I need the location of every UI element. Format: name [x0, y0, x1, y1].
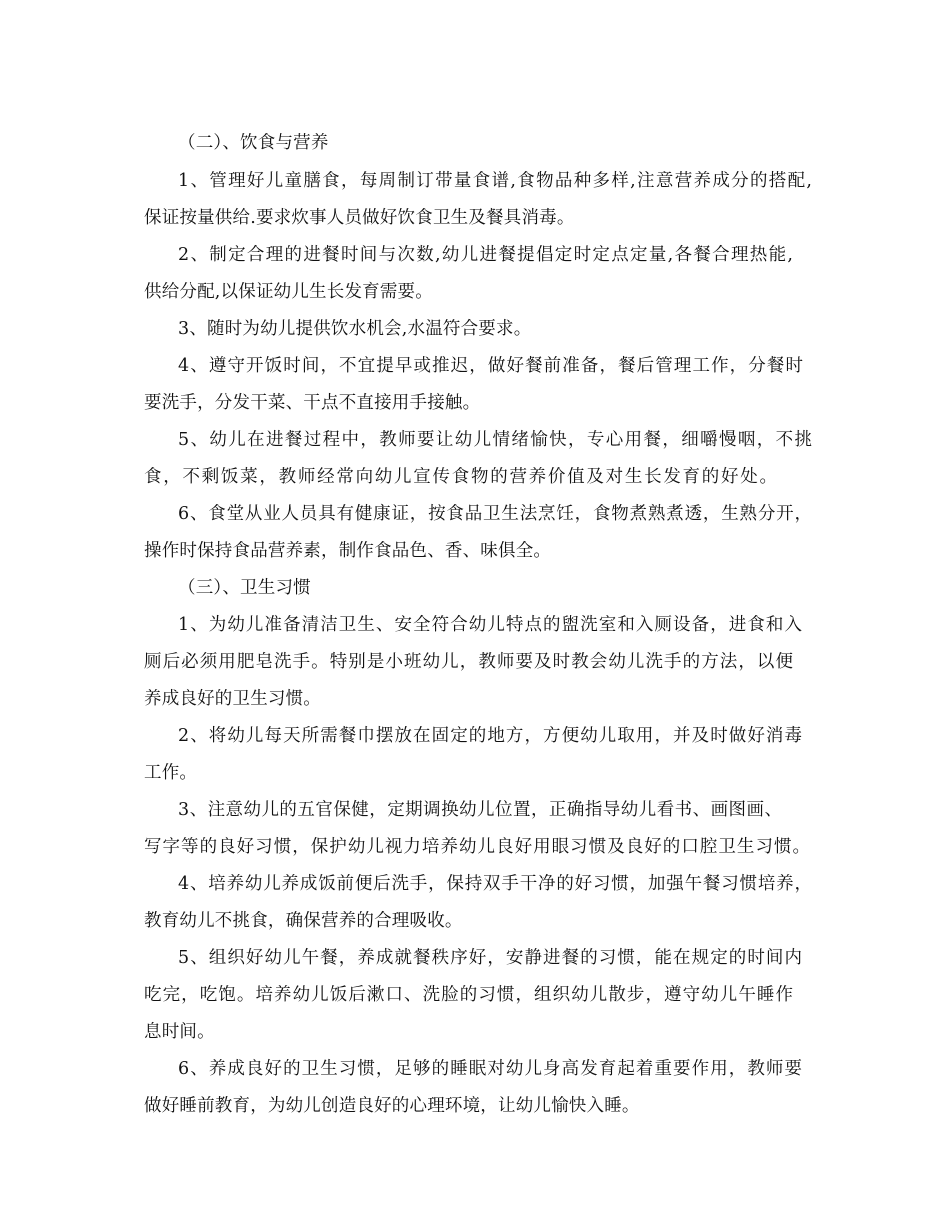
- paragraph-line: 1、为幼儿准备清洁卫生、安全符合幼儿特点的盥洗室和入厕设备，进食和入: [178, 615, 802, 635]
- paragraph-line: 2、将幼儿每天所需餐巾摆放在固定的地方，方便幼儿取用，并及时做好消毒: [178, 726, 802, 746]
- section-heading-hygiene: （三）、卫生习惯: [178, 578, 311, 598]
- paragraph-line: 4、遵守开饭时间，不宜提早或推迟，做好餐前准备，餐后管理工作，分餐时: [178, 356, 803, 376]
- paragraph-line: 食，不剩饭菜，教师经常向幼儿宣传食物的营养价值及对生长发育的好处。: [144, 467, 777, 487]
- paragraph-line: 做好睡前教育，为幼儿创造良好的心理环境，让幼儿愉快入睡。: [144, 1096, 640, 1116]
- paragraph-line: 厕后必须用肥皂洗手。特别是小班幼儿，教师要及时教会幼儿洗手的方法，以便: [144, 652, 793, 672]
- paragraph-line: 6、养成良好的卫生习惯，足够的睡眠对幼儿身高发育起着重要作用，教师要: [178, 1059, 802, 1079]
- section-heading-diet: （二）、饮食与营养: [178, 133, 329, 153]
- paragraph-line: 5、幼儿在进餐过程中，教师要让幼儿情绪愉快，专心用餐，细嚼慢咽，不挑: [178, 430, 812, 450]
- paragraph-line: 教育幼儿不挑食，确保营养的合理吸收。: [144, 911, 463, 931]
- paragraph-line: 养成良好的卫生习惯。: [144, 689, 321, 709]
- paragraph-line: 供给分配,以保证幼儿生长发育需要。: [144, 282, 433, 302]
- paragraph-line: 6、食堂从业人员具有健康证，按食品卫生法烹饪，食物煮熟煮透，生熟分开，: [178, 504, 812, 524]
- paragraph-line: 3、注意幼儿的五官保健，定期调换幼儿位置，正确指导幼儿看书、画图画、: [178, 800, 782, 820]
- paragraph-line: 1、管理好儿童膳食，每周制订带量食谱,食物品种多样,注意营养成分的搭配,: [178, 171, 812, 191]
- paragraph-line: 5、组织好幼儿午餐，养成就餐秩序好，安静进餐的习惯，能在规定的时间内: [178, 948, 802, 968]
- paragraph-line: 写字等的良好习惯，保护幼儿视力培养幼儿良好用眼习惯及良好的口腔卫生习惯。: [144, 837, 810, 857]
- paragraph-line: 保证按量供给.要求炊事人员做好饮食卫生及餐具消毒。: [144, 208, 575, 228]
- paragraph-line: 要洗手，分发干菜、干点不直接用手接触。: [144, 393, 481, 413]
- paragraph-line: 吃完，吃饱。培养幼儿饭后漱口、洗脸的习惯，组织幼儿散步，遵守幼儿午睡作: [144, 985, 793, 1005]
- paragraph-line: 4、培养幼儿养成饭前便后洗手，保持双手干净的好习惯，加强午餐习惯培养，: [178, 874, 812, 894]
- paragraph-line: 3、随时为幼儿提供饮水机会,水温符合要求。: [178, 319, 532, 339]
- paragraph-line: 2、制定合理的进餐时间与次数,幼儿进餐提倡定时定点定量,各餐合理热能,: [178, 245, 793, 265]
- paragraph-line: 工作。: [144, 763, 198, 783]
- paragraph-line: 操作时保持食品营养素，制作食品色、香、味俱全。: [144, 541, 552, 561]
- paragraph-line: 息时间。: [144, 1022, 215, 1042]
